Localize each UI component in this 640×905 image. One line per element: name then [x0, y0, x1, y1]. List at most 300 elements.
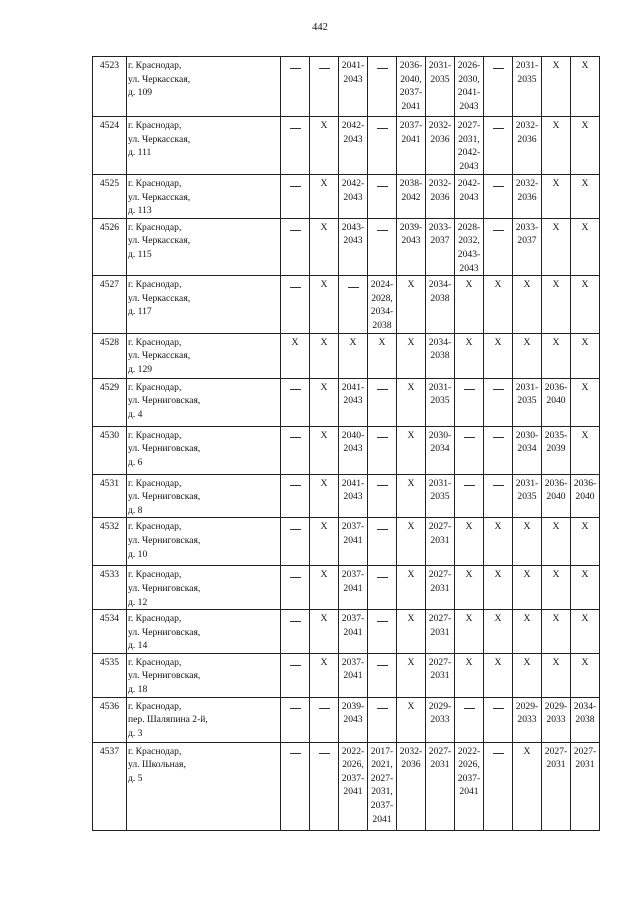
row-number: 4536	[93, 697, 127, 742]
period-cell: 2029- 2033	[513, 697, 542, 742]
dash-mark	[290, 577, 301, 578]
period-cell	[455, 474, 484, 518]
dash-mark	[290, 287, 301, 288]
period-cell	[281, 57, 310, 117]
dash-mark	[493, 437, 504, 438]
period-cell: 2027- 2031, 2042- 2043	[455, 117, 484, 175]
period-cell	[310, 57, 339, 117]
address-cell	[127, 426, 281, 474]
row-number: 4533	[93, 566, 127, 610]
period-cell: 2031- 2035	[426, 57, 455, 117]
period-cell: X	[310, 518, 339, 566]
period-cell: 2031- 2035	[426, 474, 455, 518]
dash-mark	[493, 753, 504, 754]
dash-mark	[377, 389, 388, 390]
address-line: г. Краснодар,	[128, 221, 182, 233]
row-number: 4523	[93, 57, 127, 117]
dash-mark	[493, 389, 504, 390]
dash-mark	[377, 68, 388, 69]
period-cell: X	[542, 276, 571, 333]
dash-mark	[493, 708, 504, 709]
table-row	[93, 276, 600, 333]
period-cell: X	[397, 610, 426, 654]
period-cell: 2032- 2036	[426, 117, 455, 175]
period-cell	[484, 378, 513, 426]
period-cell: 2037- 2041	[339, 566, 368, 610]
period-cell: X	[513, 566, 542, 610]
address-cell	[127, 378, 281, 426]
address-line: г. Краснодар,	[128, 178, 182, 189]
period-cell: X	[542, 518, 571, 566]
period-cell: X	[397, 378, 426, 426]
period-cell: X	[484, 333, 513, 378]
period-cell	[368, 474, 397, 518]
address-cell	[127, 742, 281, 830]
address-line: г. Краснодар,	[128, 700, 182, 712]
period-cell: X	[310, 653, 339, 697]
period-cell: 2027- 2031	[542, 742, 571, 830]
period-cell	[484, 218, 513, 275]
address-cell	[127, 117, 281, 175]
dash-mark	[290, 529, 301, 530]
period-cell: 2038- 2042	[397, 175, 426, 219]
period-cell: X	[455, 653, 484, 697]
period-cell: 2031- 2035	[513, 474, 542, 518]
period-cell	[281, 518, 310, 566]
period-cell	[281, 566, 310, 610]
address-line: д. 129	[128, 363, 153, 375]
period-cell	[281, 742, 310, 830]
period-cell: X	[484, 610, 513, 654]
period-cell: X	[281, 333, 310, 378]
row-number: 4525	[93, 175, 127, 219]
period-cell: X	[455, 566, 484, 610]
period-cell: X	[310, 117, 339, 175]
period-cell: 2037- 2041	[397, 117, 426, 175]
period-cell: 2027- 2031	[571, 742, 600, 830]
period-cell	[281, 117, 310, 175]
period-cell: X	[310, 474, 339, 518]
dash-mark	[377, 485, 388, 486]
period-cell: 2036- 2040	[542, 378, 571, 426]
address-line: д. 8	[128, 504, 143, 516]
dash-mark	[290, 389, 301, 390]
period-cell: 2029- 2033	[426, 697, 455, 742]
address-line: г. Краснодар,	[128, 521, 182, 533]
period-cell	[310, 742, 339, 830]
period-cell: 2042- 2043	[339, 117, 368, 175]
period-cell: X	[310, 333, 339, 378]
address-line: г. Краснодар,	[128, 279, 182, 291]
period-cell: X	[310, 566, 339, 610]
period-cell: 2027- 2031	[426, 566, 455, 610]
period-cell: X	[484, 653, 513, 697]
period-cell: X	[571, 653, 600, 697]
period-cell: 2041- 2043	[339, 378, 368, 426]
period-cell: 2032- 2036	[513, 175, 542, 219]
address-cell	[127, 653, 281, 697]
table-row	[93, 333, 600, 378]
period-cell	[281, 276, 310, 333]
period-cell: X	[310, 426, 339, 474]
dash-mark	[493, 186, 504, 187]
period-cell: 2034- 2038	[571, 697, 600, 742]
address-line: г. Краснодар,	[128, 381, 182, 393]
period-cell: 2034- 2038	[426, 276, 455, 333]
period-cell: X	[397, 518, 426, 566]
address-line: д. 4	[128, 408, 143, 420]
table-row	[93, 474, 600, 518]
period-cell: X	[542, 218, 571, 275]
table-row	[93, 653, 600, 697]
period-cell: 2033- 2037	[426, 218, 455, 275]
period-cell: X	[513, 333, 542, 378]
period-cell: 2030- 2034	[426, 426, 455, 474]
address-line: г. Краснодар,	[128, 336, 182, 348]
period-cell: 2041- 2043	[339, 474, 368, 518]
period-cell: 2032- 2036	[397, 742, 426, 830]
period-cell	[368, 566, 397, 610]
table-row	[93, 610, 600, 654]
address-line: д. 111	[128, 147, 152, 159]
period-cell	[368, 697, 397, 742]
address-cell	[127, 474, 281, 518]
period-cell	[484, 697, 513, 742]
period-cell: 2022- 2026, 2037- 2041	[455, 742, 484, 830]
period-cell: 2036- 2040	[542, 474, 571, 518]
table-row	[93, 566, 600, 610]
table-row	[93, 518, 600, 566]
dash-mark	[290, 753, 301, 754]
row-number: 4531	[93, 474, 127, 518]
address-line: ул. Черниговская,	[128, 670, 201, 682]
address-line: д. 113	[128, 205, 152, 217]
period-cell	[310, 697, 339, 742]
period-cell: X	[571, 175, 600, 219]
period-cell: 2027- 2031	[426, 653, 455, 697]
period-cell: X	[571, 333, 600, 378]
period-cell: 2026- 2030, 2041- 2043	[455, 57, 484, 117]
period-cell: X	[339, 333, 368, 378]
address-line: д. 12	[128, 596, 148, 608]
period-cell: 2037- 2041	[339, 653, 368, 697]
period-cell: X	[484, 276, 513, 333]
period-cell: 2035- 2039	[542, 426, 571, 474]
period-cell: X	[542, 333, 571, 378]
period-cell	[281, 474, 310, 518]
dash-mark	[377, 437, 388, 438]
period-cell: X	[571, 378, 600, 426]
period-cell: X	[484, 518, 513, 566]
table-row	[93, 742, 600, 830]
period-cell: 2031- 2035	[513, 57, 542, 117]
period-cell	[281, 426, 310, 474]
period-cell: X	[397, 474, 426, 518]
period-cell	[484, 57, 513, 117]
address-cell	[127, 276, 281, 333]
dash-mark	[464, 437, 475, 438]
dash-mark	[377, 577, 388, 578]
dash-mark	[290, 665, 301, 666]
address-line: г. Краснодар,	[128, 745, 182, 757]
dash-mark	[348, 287, 359, 288]
dash-mark	[377, 230, 388, 231]
row-number: 4537	[93, 742, 127, 830]
period-cell: X	[571, 57, 600, 117]
period-cell: X	[397, 566, 426, 610]
period-cell: 2024- 2028, 2034- 2038	[368, 276, 397, 333]
period-cell: 2043- 2043	[339, 218, 368, 275]
dash-mark	[377, 529, 388, 530]
period-cell	[339, 276, 368, 333]
period-cell	[368, 653, 397, 697]
dash-mark	[290, 186, 301, 187]
period-cell: 2039- 2043	[339, 697, 368, 742]
address-line: д. 10	[128, 548, 148, 560]
period-cell	[455, 426, 484, 474]
schedule-table	[92, 56, 600, 831]
period-cell: X	[571, 610, 600, 654]
period-cell	[368, 518, 397, 566]
address-line: ул. Черкасская,	[128, 292, 191, 304]
period-cell: 2031- 2035	[426, 378, 455, 426]
period-cell	[281, 218, 310, 275]
period-cell	[484, 474, 513, 518]
period-cell: 2027- 2031	[426, 742, 455, 830]
address-line: д. 117	[128, 306, 152, 318]
address-line: д. 6	[128, 456, 143, 468]
address-cell	[127, 218, 281, 275]
period-cell	[368, 57, 397, 117]
period-cell: X	[513, 653, 542, 697]
period-cell: X	[513, 610, 542, 654]
period-cell: X	[310, 610, 339, 654]
address-cell	[127, 697, 281, 742]
period-cell: 2034- 2038	[426, 333, 455, 378]
period-cell: 2022- 2026, 2037- 2041	[339, 742, 368, 830]
address-line: г. Краснодар,	[128, 613, 182, 625]
period-cell: X	[513, 742, 542, 830]
address-line: ул. Черкасская,	[128, 350, 191, 362]
address-line: д. 14	[128, 640, 148, 652]
page-number: 442	[312, 22, 328, 33]
period-cell	[281, 697, 310, 742]
dash-mark	[377, 708, 388, 709]
period-cell	[455, 697, 484, 742]
row-number: 4534	[93, 610, 127, 654]
period-cell: X	[542, 653, 571, 697]
dash-mark	[493, 68, 504, 69]
period-cell: 2027- 2031	[426, 610, 455, 654]
period-cell: X	[571, 218, 600, 275]
address-line: д. 115	[128, 248, 152, 260]
period-cell: X	[455, 518, 484, 566]
period-cell: 2037- 2041	[339, 518, 368, 566]
period-cell: 2033- 2037	[513, 218, 542, 275]
address-line: г. Краснодар,	[128, 429, 182, 441]
period-cell: X	[542, 117, 571, 175]
period-cell	[484, 175, 513, 219]
dash-mark	[290, 437, 301, 438]
period-cell: 2042- 2043	[455, 175, 484, 219]
address-line: г. Краснодар,	[128, 656, 182, 668]
period-cell: X	[542, 57, 571, 117]
period-cell: X	[513, 518, 542, 566]
address-cell	[127, 57, 281, 117]
dash-mark	[377, 186, 388, 187]
period-cell: 2031- 2035	[513, 378, 542, 426]
period-cell: 2027- 2031	[426, 518, 455, 566]
period-cell: X	[397, 426, 426, 474]
row-number: 4530	[93, 426, 127, 474]
address-cell	[127, 175, 281, 219]
period-cell	[368, 117, 397, 175]
dash-mark	[493, 485, 504, 486]
row-number: 4527	[93, 276, 127, 333]
period-cell	[281, 653, 310, 697]
dash-mark	[464, 485, 475, 486]
address-line: г. Краснодар,	[128, 477, 182, 489]
dash-mark	[377, 665, 388, 666]
period-cell: X	[397, 697, 426, 742]
period-cell: X	[571, 117, 600, 175]
period-cell: 2017- 2021, 2027- 2031, 2037- 2041	[368, 742, 397, 830]
period-cell: 2028- 2032, 2043- 2043	[455, 218, 484, 275]
period-cell: 2037- 2041	[339, 610, 368, 654]
table-row	[93, 218, 600, 275]
period-cell: X	[455, 610, 484, 654]
address-line: ул. Черкасская,	[128, 133, 191, 145]
period-cell	[368, 218, 397, 275]
dash-mark	[493, 230, 504, 231]
period-cell: 2040- 2043	[339, 426, 368, 474]
period-cell: X	[513, 276, 542, 333]
period-cell: 2041- 2043	[339, 57, 368, 117]
dash-mark	[377, 128, 388, 129]
dash-mark	[319, 708, 330, 709]
table-row	[93, 426, 600, 474]
dash-mark	[319, 753, 330, 754]
period-cell	[484, 742, 513, 830]
address-line: ул. Черниговская,	[128, 395, 201, 407]
period-cell: X	[542, 566, 571, 610]
period-cell	[281, 610, 310, 654]
address-line: г. Краснодар,	[128, 60, 182, 71]
address-line: д. 109	[128, 87, 153, 99]
address-line: ул. Черниговская,	[128, 534, 201, 546]
address-line: г. Краснодар,	[128, 120, 182, 131]
period-cell	[281, 175, 310, 219]
row-number: 4532	[93, 518, 127, 566]
period-cell: 2032- 2036	[426, 175, 455, 219]
period-cell: 2039- 2043	[397, 218, 426, 275]
row-number: 4529	[93, 378, 127, 426]
period-cell: X	[571, 276, 600, 333]
period-cell: X	[397, 276, 426, 333]
dash-mark	[290, 621, 301, 622]
period-cell	[455, 378, 484, 426]
dash-mark	[464, 389, 475, 390]
dash-mark	[290, 230, 301, 231]
period-cell: 2032- 2036	[513, 117, 542, 175]
period-cell	[368, 426, 397, 474]
period-cell: X	[542, 610, 571, 654]
address-line: ул. Черкасская,	[128, 235, 191, 247]
table-row	[93, 697, 600, 742]
period-cell: X	[571, 518, 600, 566]
address-line: ул. Черниговская,	[128, 443, 201, 455]
dash-mark	[377, 621, 388, 622]
address-cell	[127, 610, 281, 654]
address-cell	[127, 518, 281, 566]
period-cell	[484, 117, 513, 175]
period-cell: X	[368, 333, 397, 378]
period-cell: X	[310, 276, 339, 333]
address-line: пер. Шаляпина 2-й,	[128, 714, 208, 726]
period-cell: 2029- 2033	[542, 697, 571, 742]
address-line: д. 3	[128, 727, 143, 739]
period-cell: 2042- 2043	[339, 175, 368, 219]
period-cell	[368, 378, 397, 426]
period-cell: X	[310, 175, 339, 219]
period-cell: X	[455, 333, 484, 378]
row-number: 4524	[93, 117, 127, 175]
dash-mark	[319, 68, 330, 69]
period-cell	[368, 175, 397, 219]
dash-mark	[290, 68, 301, 69]
period-cell: X	[310, 378, 339, 426]
row-number: 4526	[93, 218, 127, 275]
row-number: 4535	[93, 653, 127, 697]
period-cell: X	[571, 426, 600, 474]
address-line: г. Краснодар,	[128, 569, 182, 581]
table-row	[93, 117, 600, 175]
address-line: ул. Черниговская,	[128, 626, 201, 638]
period-cell: 2036- 2040	[571, 474, 600, 518]
period-cell: X	[310, 218, 339, 275]
address-line: ул. Черкасская,	[128, 73, 191, 85]
period-cell	[484, 426, 513, 474]
period-cell: X	[542, 175, 571, 219]
period-cell: 2030- 2034	[513, 426, 542, 474]
period-cell	[368, 610, 397, 654]
table-row	[93, 57, 600, 117]
dash-mark	[493, 128, 504, 129]
address-cell	[127, 333, 281, 378]
period-cell: X	[397, 333, 426, 378]
table-row	[93, 175, 600, 219]
address-line: д. 18	[128, 684, 148, 696]
period-cell: X	[571, 566, 600, 610]
address-line: д. 5	[128, 772, 143, 784]
table-row	[93, 378, 600, 426]
address-cell	[127, 566, 281, 610]
address-line: ул. Черниговская,	[128, 491, 201, 503]
address-line: ул. Черкасская,	[128, 191, 191, 203]
dash-mark	[290, 708, 301, 709]
period-cell: X	[455, 276, 484, 333]
period-cell: X	[397, 653, 426, 697]
period-cell: X	[484, 566, 513, 610]
dash-mark	[290, 485, 301, 486]
dash-mark	[290, 128, 301, 129]
dash-mark	[464, 708, 475, 709]
address-line: ул. Школьная,	[128, 759, 186, 771]
period-cell: 2036- 2040, 2037- 2041	[397, 57, 426, 117]
address-line: ул. Черниговская,	[128, 582, 201, 594]
period-cell	[281, 378, 310, 426]
row-number: 4528	[93, 333, 127, 378]
